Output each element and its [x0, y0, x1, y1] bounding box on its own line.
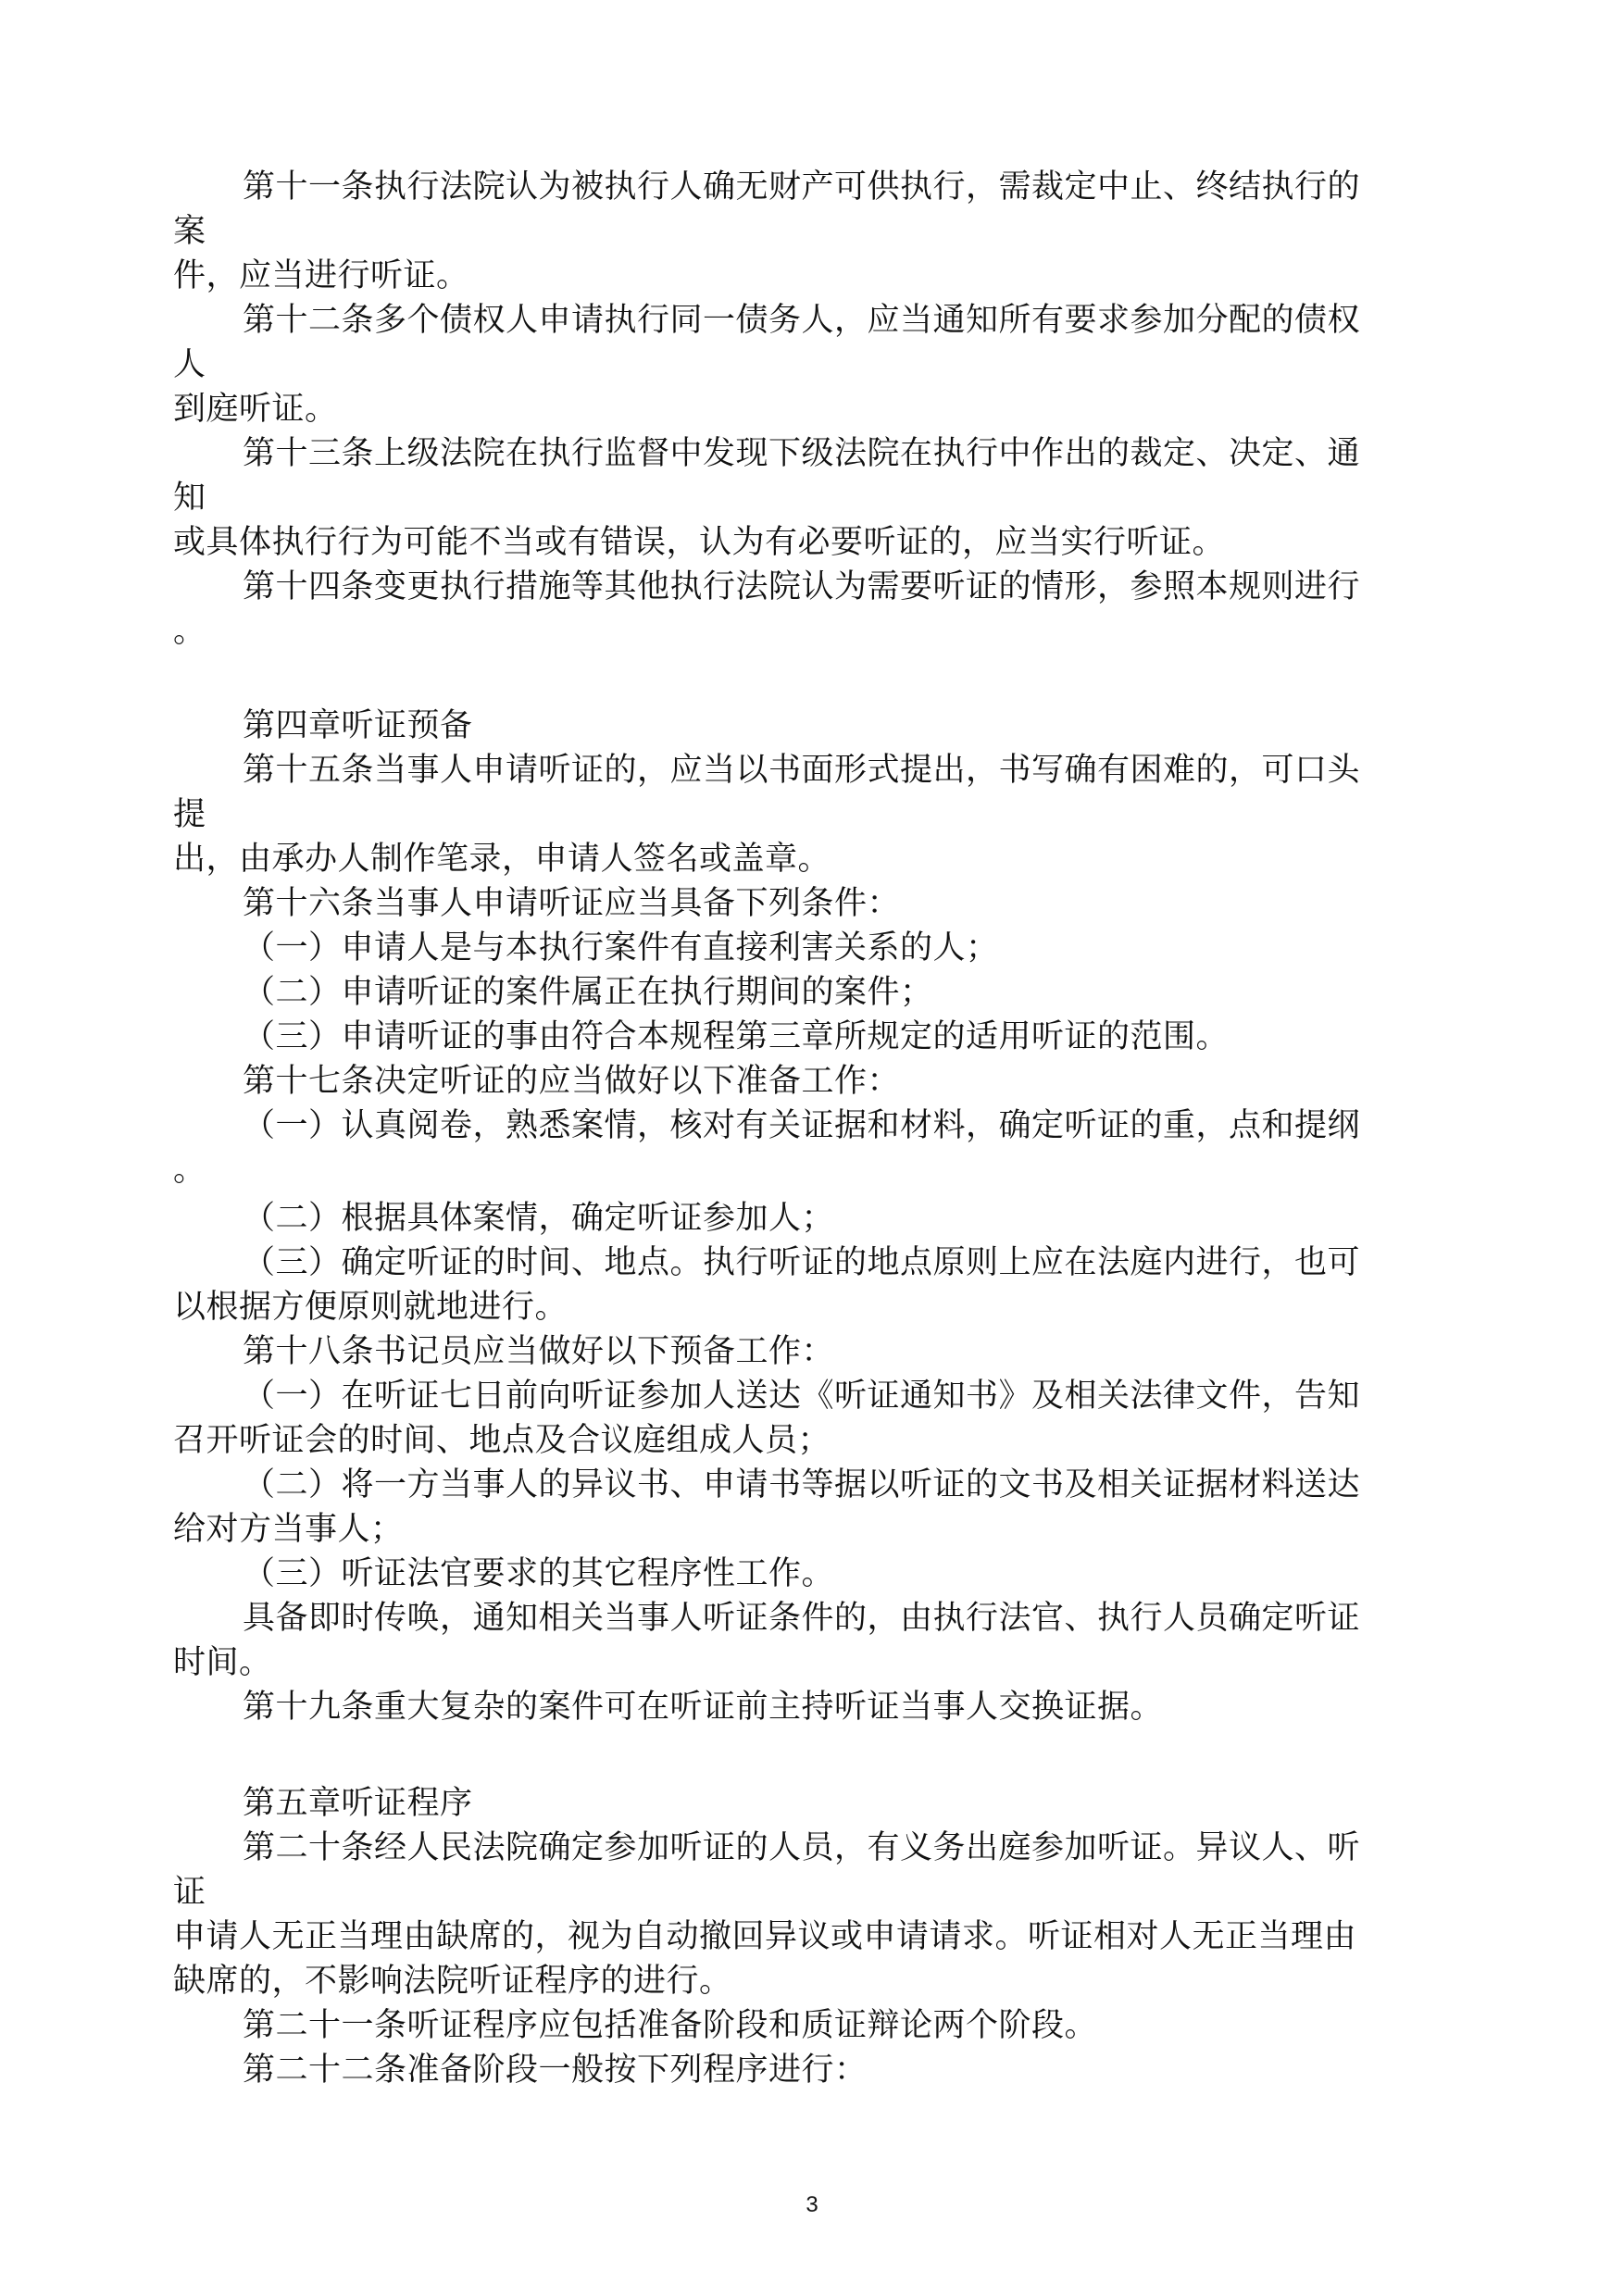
chapter-heading: 第五章听证程序: [243, 1785, 473, 1822]
text-line: 第二十二条准备阶段一般按下列程序进行：: [243, 2052, 868, 2089]
text-line: （三）确定听证的时间、地点。执行听证的地点原则上应在法庭内进行，也可: [243, 1244, 1361, 1281]
text-line: 第二十一条听证程序应包括准备阶段和质证辩论两个阶段。: [243, 2007, 1098, 2044]
text-line: 知: [173, 480, 206, 517]
text-line: 第十四条变更执行措施等其他执行法院认为需要听证的情形，参照本规则进行: [243, 568, 1361, 605]
page-number: 3: [806, 2192, 818, 2217]
text-line: 第十七条决定听证的应当做好以下准备工作：: [243, 1063, 901, 1100]
text-line: （一）认真阅卷，熟悉案情，核对有关证据和材料，确定听证的重，点和提纲: [243, 1107, 1361, 1144]
text-line: 召开听证会的时间、地点及合议庭组成人员；: [173, 1422, 831, 1459]
text-line: （一）在听证七日前向听证参加人送达《听证通知书》及相关法律文件，告知: [243, 1378, 1361, 1415]
text-line: 。: [173, 613, 206, 650]
text-line: 第十九条重大复杂的案件可在听证前主持听证当事人交换证据。: [243, 1689, 1164, 1726]
text-line: 第十一条执行法院认为被执行人确无财产可供执行，需裁定中止、终结执行的: [243, 168, 1361, 206]
text-line: （三）申请听证的事由符合本规程第三章所规定的适用听证的范围。: [243, 1018, 1230, 1055]
text-line: 。: [173, 1152, 206, 1189]
text-line: 或具体执行行为可能不当或有错误，认为有必要听证的，应当实行听证。: [173, 524, 1226, 561]
text-line: 给对方当事人；: [173, 1511, 404, 1548]
text-line: 时间。: [173, 1644, 272, 1681]
text-line: 第十八条书记员应当做好以下预备工作：: [243, 1333, 835, 1370]
text-line: （二）将一方当事人的异议书、申请书等据以听证的文书及相关证据材料送达: [243, 1466, 1361, 1503]
text-line: （二）根据具体案情，确定听证参加人；: [243, 1200, 835, 1237]
text-line: 案: [173, 213, 206, 250]
text-line: 出，由承办人制作笔录，申请人签名或盖章。: [173, 841, 831, 878]
text-line: （一）申请人是与本执行案件有直接利害关系的人；: [243, 929, 999, 967]
text-line: 第十五条当事人申请听证的，应当以书面形式提出，书写确有困难的，可口头: [243, 752, 1361, 789]
text-line: 缺席的，不影响法院听证程序的进行。: [173, 1963, 732, 2000]
text-line: 具备即时传唤，通知相关当事人听证条件的，由执行法官、执行人员确定听证: [243, 1600, 1361, 1637]
text-line: 提: [173, 796, 206, 833]
text-line: 第二十条经人民法院确定参加听证的人员，有义务出庭参加听证。异议人、听: [243, 1829, 1361, 1866]
text-line: 第十三条上级法院在执行监督中发现下级法院在执行中作出的裁定、决定、通: [243, 435, 1361, 472]
text-line: 第十六条当事人申请听证应当具备下列条件：: [243, 885, 901, 922]
text-line: （三）听证法官要求的其它程序性工作。: [243, 1555, 835, 1592]
chapter-heading: 第四章听证预备: [243, 707, 473, 744]
text-line: （二）申请听证的案件属正在执行期间的案件；: [243, 974, 933, 1011]
text-line: 到庭听证。: [173, 391, 338, 428]
text-line: 证: [173, 1874, 206, 1911]
text-line: 第十二条多个债权人申请执行同一债务人，应当通知所有要求参加分配的债权: [243, 302, 1361, 339]
text-line: 人: [173, 346, 206, 383]
text-line: 申请人无正当理由缺席的，视为自动撤回异议或申请请求。听证相对人无正当理由: [173, 1918, 1357, 1955]
text-line: 以根据方便原则就地进行。: [173, 1289, 568, 1326]
text-line: 件，应当进行听证。: [173, 257, 469, 294]
